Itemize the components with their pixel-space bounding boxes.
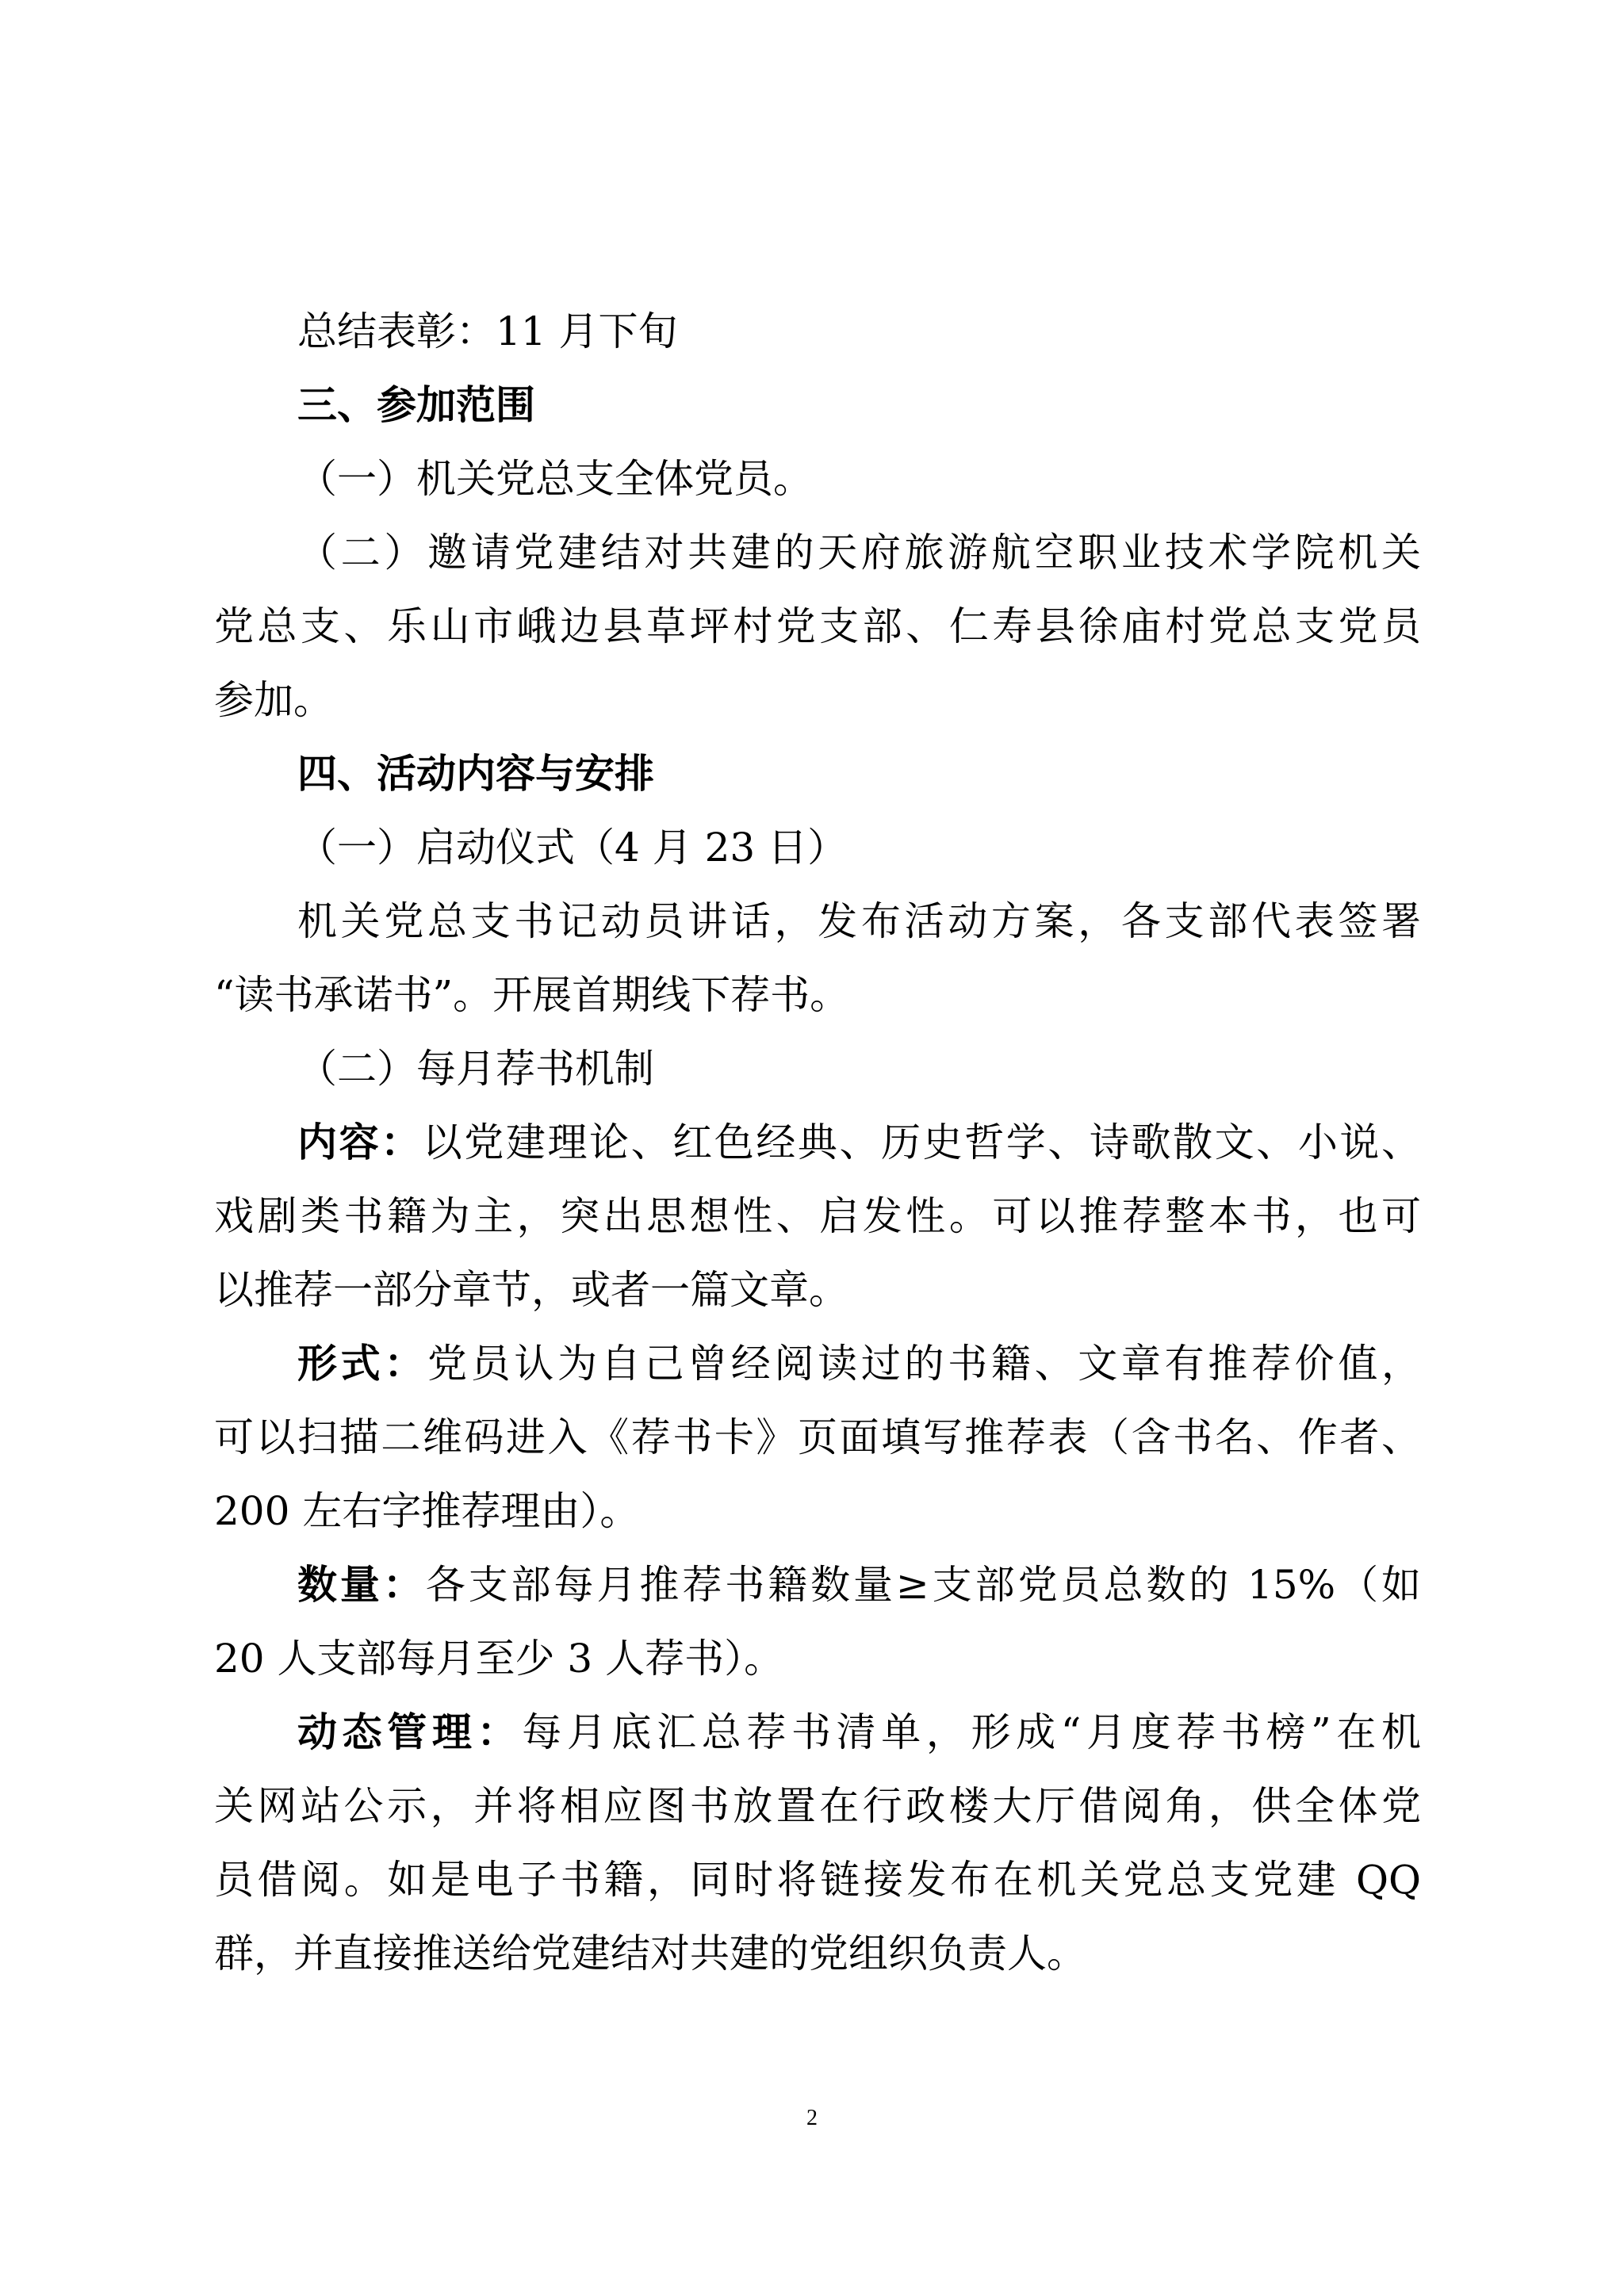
- text-line: 以推荐一部分章节，或者一篇文章。: [214, 1267, 848, 1313]
- text-line: 党总支、乐山市峨边县草坪村党支部、仁寿县徐庙村党总支党员: [214, 603, 1421, 649]
- text-line: 各支部每月推荐书籍数量≥支部党员总数的 15%（如: [425, 1562, 1422, 1608]
- text-line: 可以扫描二维码进入《荐书卡》页面填写推荐表（含书名、作者、: [214, 1414, 1421, 1460]
- paragraph-content-line-3: [0, 1266, 1624, 1314]
- text-line: 200 左右字推荐理由）。: [214, 1488, 640, 1534]
- paragraph-content-line-1: [297, 1119, 1421, 1166]
- text-line: （二）邀请党建结对共建的天府旅游航空职业技术学院机关: [297, 530, 1421, 576]
- subheading-launch: [0, 824, 1624, 871]
- management-label: 动态管理：: [297, 1709, 523, 1755]
- text-line: 参加。: [214, 677, 333, 723]
- text-line: 党员认为自己曾经阅读过的书籍、文章有推荐价值，: [427, 1341, 1422, 1387]
- paragraph-launch-line-2: [0, 971, 1624, 1019]
- paragraph-summary-date: [0, 308, 1624, 355]
- text-line: 20 人支部每月至少 3 人荐书）。: [214, 1636, 784, 1682]
- paragraph-launch-line-1: [297, 897, 1421, 945]
- paragraph-quantity-line-1: [297, 1561, 1421, 1609]
- paragraph-form-line-1: [297, 1340, 1421, 1387]
- paragraph-scope-1: [0, 455, 1624, 503]
- paragraph-management-line-2: [214, 1782, 1421, 1830]
- paragraph-content-line-2: [214, 1192, 1421, 1240]
- paragraph-management-line-4: [0, 1930, 1624, 1977]
- text-line: 关网站公示，并将相应图书放置在行政楼大厅借阅角，供全体党: [214, 1783, 1421, 1829]
- quantity-label: 数量：: [297, 1562, 426, 1608]
- paragraph-form-line-2: [214, 1414, 1421, 1461]
- paragraph-management-line-3: [214, 1856, 1421, 1904]
- text-line: 群，并直接推送给党建结对共建的党组织负责人。: [214, 1931, 1086, 1976]
- section-heading-activities: [0, 750, 1624, 798]
- text-line: （一）启动仪式（4 月 23 日）: [297, 825, 848, 871]
- paragraph-scope-2-line-3: [0, 676, 1624, 724]
- text-line: 以党建理论、红色经典、历史哲学、诗歌散文、小说、: [422, 1119, 1422, 1165]
- paragraph-scope-2-line-2: [214, 603, 1421, 650]
- text-line: （二）每月荐书机制: [297, 1046, 654, 1092]
- text-line: 每月底汇总荐书清单，形成“月度荐书榜”在机: [522, 1709, 1422, 1755]
- text-line: 员借阅。如是电子书籍，同时将链接发布在机关党总支党建 QQ: [214, 1857, 1421, 1903]
- paragraph-quantity-line-2: [0, 1635, 1624, 1682]
- heading-text: 三、参加范围: [297, 382, 535, 428]
- page-number: 2: [806, 2106, 818, 2130]
- section-heading-scope: [0, 381, 1624, 429]
- content-label: 内容：: [297, 1119, 423, 1165]
- text-line: “读书承诺书”。开展首期线下荐书。: [214, 972, 850, 1018]
- paragraph-form-line-3: [0, 1487, 1624, 1535]
- text-line: （一）机关党总支全体党员。: [297, 456, 813, 502]
- heading-text: 四、活动内容与安排: [297, 751, 654, 797]
- text-line: 机关党总支书记动员讲话，发布活动方案，各支部代表签署: [297, 898, 1421, 944]
- text-line: 总结表彰：11 月下旬: [297, 308, 678, 354]
- paragraph-management-line-1: [297, 1709, 1421, 1756]
- subheading-monthly: [0, 1045, 1624, 1093]
- paragraph-scope-2-line-1: [297, 529, 1421, 576]
- text-line: 戏剧类书籍为主，突出思想性、启发性。可以推荐整本书，也可: [214, 1193, 1421, 1239]
- form-label: 形式：: [297, 1341, 428, 1387]
